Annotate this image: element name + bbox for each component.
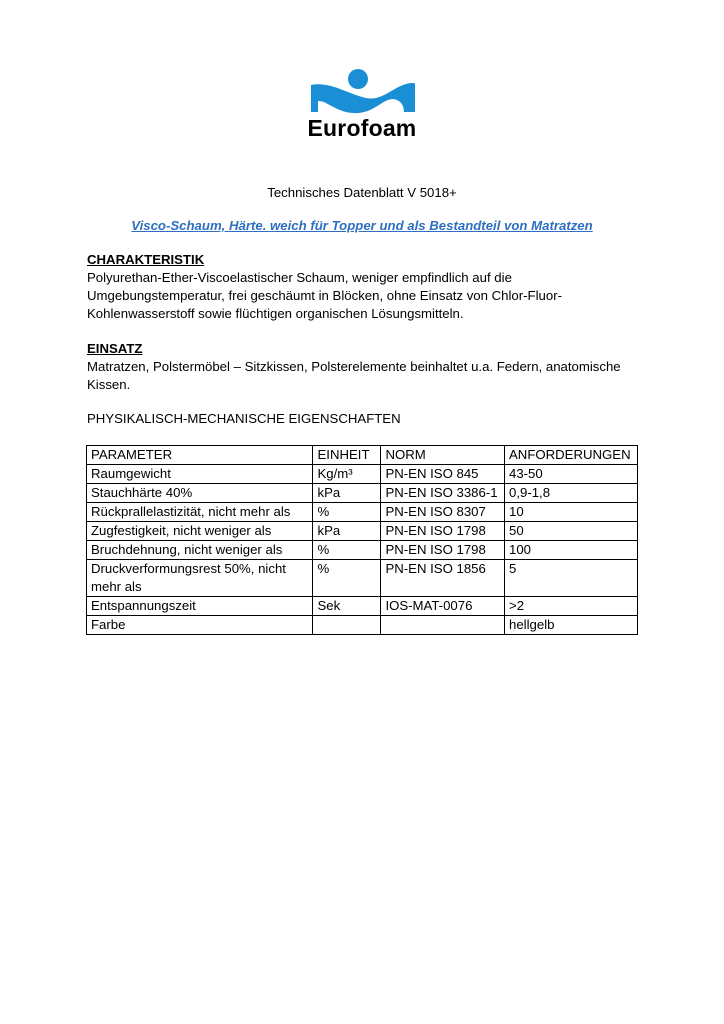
table-cell: 10 [505,503,638,522]
table-cell: 0,9-1,8 [505,484,638,503]
header-cell: NORM [381,446,505,465]
table-cell: Kg/m³ [313,465,381,484]
table-cell: 5 [505,560,638,597]
section-einsatz [87,340,647,394]
table-cell: Rückprallelastizität, nicht mehr als [87,503,313,522]
section-heading: CHARAKTERISTIK [87,252,205,267]
properties-table [86,445,638,635]
table-row [87,541,638,560]
section-charakteristik [87,251,647,323]
table-cell: IOS-MAT-0076 [381,597,505,616]
properties-title: PHYSIKALISCH-MECHANISCHE EIGENSCHAFTEN [87,411,401,426]
table-cell: 50 [505,522,638,541]
table-cell: 100 [505,541,638,560]
table-row [87,616,638,635]
table-cell: PN-EN ISO 1798 [381,522,505,541]
table-row [87,484,638,503]
table-cell: PN-EN ISO 1798 [381,541,505,560]
table-cell: Stauchhärte 40% [87,484,313,503]
section-heading: EINSATZ [87,341,143,356]
table-cell: kPa [313,484,381,503]
table-cell: Sek [313,597,381,616]
table-cell: PN-EN ISO 1856 [381,560,505,597]
section-text [87,358,647,394]
text-line: Kohlenwasserstoff sowie flüchtigen organischen Lösungsmitteln. [87,306,464,321]
table-cell: Raumgewicht [87,465,313,484]
table-cell: Druckverformungsrest 50%, nicht mehr als [87,560,313,597]
table-row [87,560,638,597]
table-cell: >2 [505,597,638,616]
table-row [87,597,638,616]
table-cell: % [313,541,381,560]
eurofoam-logo [0,68,724,148]
eurofoam-logo-mark-icon [308,68,416,118]
section-text [87,269,647,323]
table-cell: Bruchdehnung, nicht weniger als [87,541,313,560]
table-header-row [87,446,638,465]
table-row [87,465,638,484]
header-cell: ANFORDERUNGEN [505,446,638,465]
logo-wordmark: Eurofoam [307,115,417,141]
table-cell: % [313,560,381,597]
table-cell: % [313,503,381,522]
text-line: Polyurethan-Ether-Viscoelastischer Schaum, weniger empfindlich auf die [87,270,512,285]
table-row [87,503,638,522]
table-cell: hellgelb [505,616,638,635]
document-title: Technisches Datenblatt V 5018+ [267,185,457,200]
table-cell [313,616,381,635]
table-row [87,522,638,541]
text-line: Kissen. [87,377,131,392]
table-cell: 43-50 [505,465,638,484]
table-cell: kPa [313,522,381,541]
table-cell: Zugfestigkeit, nicht weniger als [87,522,313,541]
header-cell: EINHEIT [313,446,381,465]
document-subtitle: Visco-Schaum, Härte. weich für Topper und als Bestandteil von Matratzen [131,218,593,233]
table-cell: PN-EN ISO 845 [381,465,505,484]
text-line: Matratzen, Polstermöbel – Sitzkissen, Polsterelemente beinhaltet u.a. Federn, anatomische [87,359,621,374]
table-cell: PN-EN ISO 3386-1 [381,484,505,503]
text-line: Umgebungstemperatur, frei geschäumt in Blöcken, ohne Einsatz von Chlor-Fluor- [87,288,562,303]
table-cell: Entspannungszeit [87,597,313,616]
table-cell: PN-EN ISO 8307 [381,503,505,522]
table-cell [381,616,505,635]
header-cell: PARAMETER [87,446,313,465]
table-cell: Farbe [87,616,313,635]
